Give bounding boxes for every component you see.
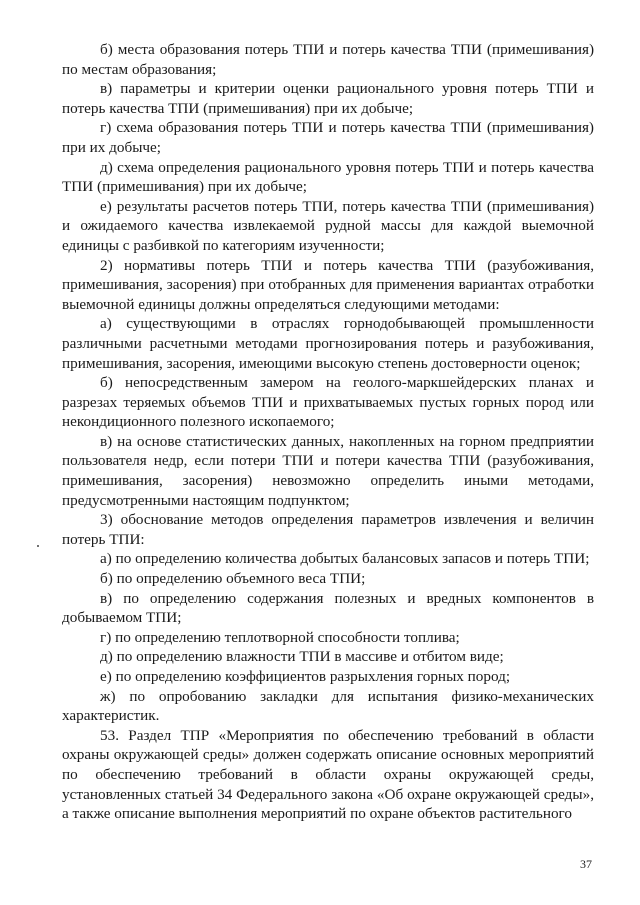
paragraph-2-loss-norms: 2) нормативы потерь ТПИ и потерь качества ТПИ (разубоживания, примешивания, засорения) при отобранных для применения вариантах отработки выемочной единицы должны определяться следующими методами:	[62, 256, 594, 313]
paragraph-g-calorific-value: г) по определению теплотворной способности топлива;	[100, 628, 460, 646]
body-text	[62, 40, 594, 824]
paragraph-d-moisture: д) по определению влажности ТПИ в массиве и отбитом виде;	[100, 648, 504, 666]
paragraph-a-reserves-quantity: а) по определению количества добытых балансовых запасов и потерь ТПИ;	[100, 550, 590, 568]
scan-speck	[37, 545, 39, 547]
paragraph-e-loosening-coefficients: е) по определению коэффициентов разрыхления горных пород;	[100, 668, 511, 685]
paragraph-v-parameters-criteria: в) параметры и критерии оценки рационального уровня потерь ТПИ и потерь качества ТПИ (примешивания) при их добыче;	[62, 80, 594, 117]
paragraph-b-loss-locations: б) места образования потерь ТПИ и потерь качества ТПИ (примешивания) по местам образования;	[62, 41, 594, 78]
page-number: 37	[580, 857, 592, 871]
paragraph-b-direct-measurement: б) непосредственным замером на геолого-маркшейдерских планах и разрезах теряемых объемов ТПИ и прихватываемых пустых горных пород или некондиционного полезного ископаемого;	[62, 374, 594, 431]
paragraph-b-volumetric-weight: б) по определению объемного веса ТПИ;	[100, 570, 366, 588]
paragraph-v-statistical-data: в) на основе статистических данных, накопленных на горном предприятии пользователя недр, если потери ТПИ и потери качества ТПИ (разубоживания, примешивания, засорения) невозможно определить иными методами, предусмотренными настоящим подпунктом;	[62, 432, 594, 509]
paragraph-3-method-justification: 3) обоснование методов определения параметров извлечения и величин потерь ТПИ:	[62, 511, 594, 548]
paragraph-a-calculation-methods: а) существующими в отраслях горнодобывающей промышленности различными расчетными методами прогнозирования потерь и разубоживания, примешивания, засорения, имеющими высокую степень достоверности оценок;	[62, 315, 594, 372]
paragraph-zh-backfill-testing: ж) по опробованию закладки для испытания физико-механических характеристик.	[62, 687, 594, 725]
paragraph-d-rational-level-scheme: д) схема определения рационального уровня потерь ТПИ и потерь качества ТПИ (примешивания) при их добыче;	[62, 158, 594, 196]
paragraph-v-component-content: в) по определению содержания полезных и вредных компонентов в добываемом ТПИ;	[62, 589, 594, 627]
paragraph-53-environment-section: 53. Раздел ТПР «Мероприятия по обеспечению требований в области охраны окружающей среды» должен содержать описание основных мероприятий по обеспечению требований в области охраны окружающей среды, установленных статьей 34 Федерального закона «Об охране окружающей среды», а также описание выполнения мероприятий по охране объектов растительного	[62, 726, 594, 823]
paragraph-e-calculation-results: е) результаты расчетов потерь ТПИ, потерь качества ТПИ (примешивания) и ожидаемого качества извлекаемой рудной массы для каждой выемочной единицы с разбивкой по категориям изученности;	[62, 197, 594, 254]
paragraph-g-loss-scheme: г) схема образования потерь ТПИ и потерь качества ТПИ (примешивания) при их добыче;	[62, 119, 594, 156]
